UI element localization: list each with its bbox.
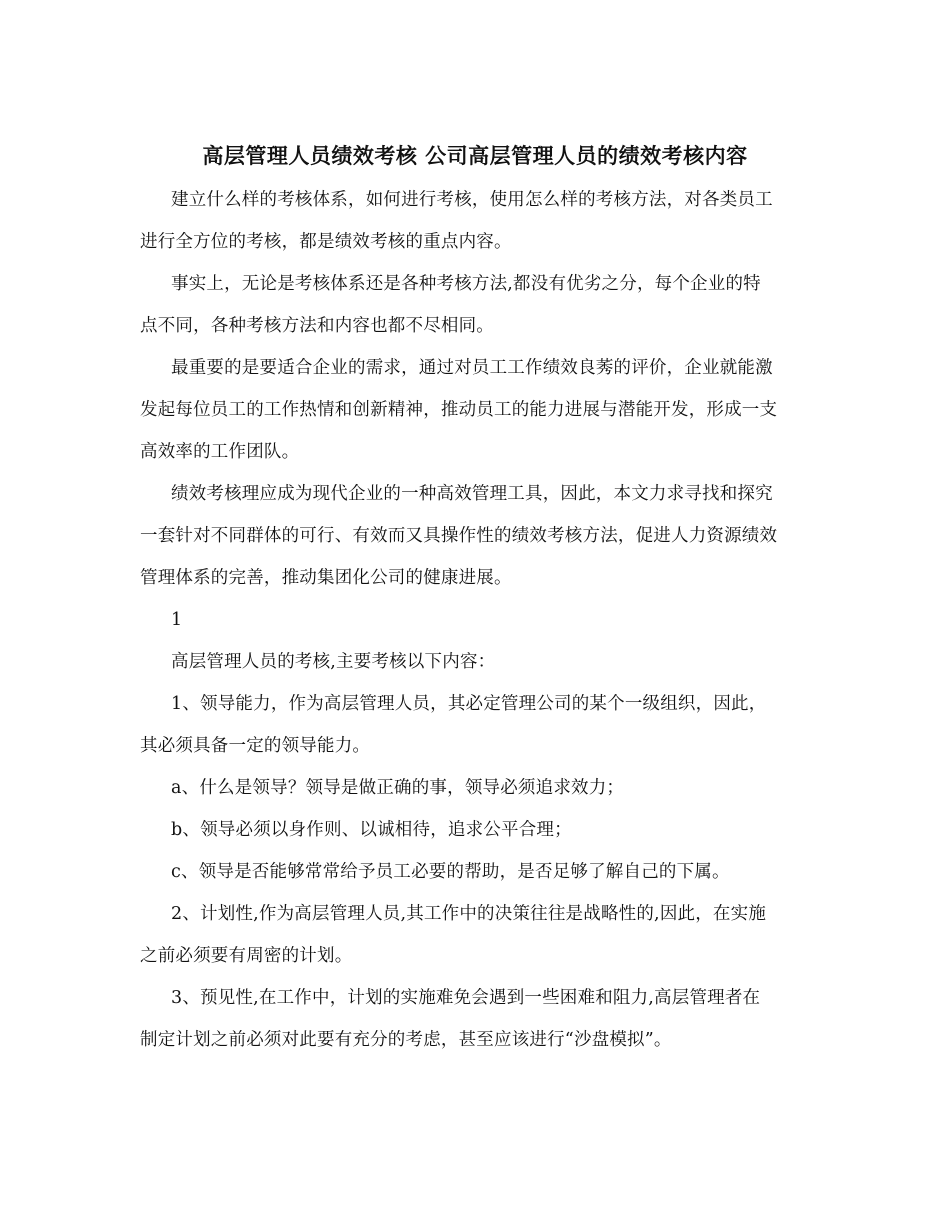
page-number-marker: 1 [171,610,183,630]
paragraph-line: 最重要的是要适合企业的需求，通过对员工工作绩效良莠的评价，企业就能激 [171,358,773,378]
document-title: 高层管理人员绩效考核 公司高层管理人员的绩效考核内容 [202,143,748,168]
paragraph-line: 发起每位员工的工作热情和创新精神，推动员工的能力进展与潜能开发，形成一支 [140,400,778,420]
list-item: c、领导是否能够常常给予员工必要的帮助，是否足够了解自己的下属。 [171,862,730,882]
paragraph-line: 1、领导能力，作为高层管理人员，其必定管理公司的某个一级组织，因此， [171,694,767,714]
paragraph-line: 之前必须要有周密的计划。 [140,946,353,966]
paragraph-line: 高层管理人员的考核,主要考核以下内容： [171,652,496,672]
paragraph-line: 建立什么样的考核体系，如何进行考核，使用怎么样的考核方法，对各类员工 [171,190,773,210]
list-item: a、什么是领导？领导是做正确的事，领导必须追求效力； [171,778,625,798]
paragraph-line: 进行全方位的考核，都是绩效考核的重点内容。 [140,232,512,252]
paragraph-line: 2、计划性,作为高层管理人员,其工作中的决策往往是战略性的,因此，在实施 [171,904,767,924]
list-item: b、领导必须以身作则、以诚相待，追求公平合理； [171,820,572,840]
paragraph-line: 制定计划之前必须对此要有充分的考虑，甚至应该进行“沙盘模拟”。 [140,1030,672,1050]
paragraph-line: 绩效考核理应成为现代企业的一种高效管理工具，因此，本文力求寻找和探究 [171,484,773,504]
paragraph-line: 其必须具备一定的领导能力。 [140,736,371,756]
paragraph-line: 管理体系的完善，推动集团化公司的健康进展。 [140,568,512,588]
paragraph-line: 一套针对不同群体的可行、有效而又具操作性的绩效考核方法，促进人力资源绩效 [140,526,778,546]
paragraph-line: 3、预见性,在工作中，计划的实施难免会遇到一些困难和阻力,高层管理者在 [171,988,761,1008]
paragraph-line: 点不同，各种考核方法和内容也都不尽相同。 [140,316,494,336]
paragraph-line: 事实上，无论是考核体系还是各种考核方法,都没有优劣之分，每个企业的特 [171,274,761,294]
paragraph-line: 高效率的工作团队。 [140,442,300,462]
